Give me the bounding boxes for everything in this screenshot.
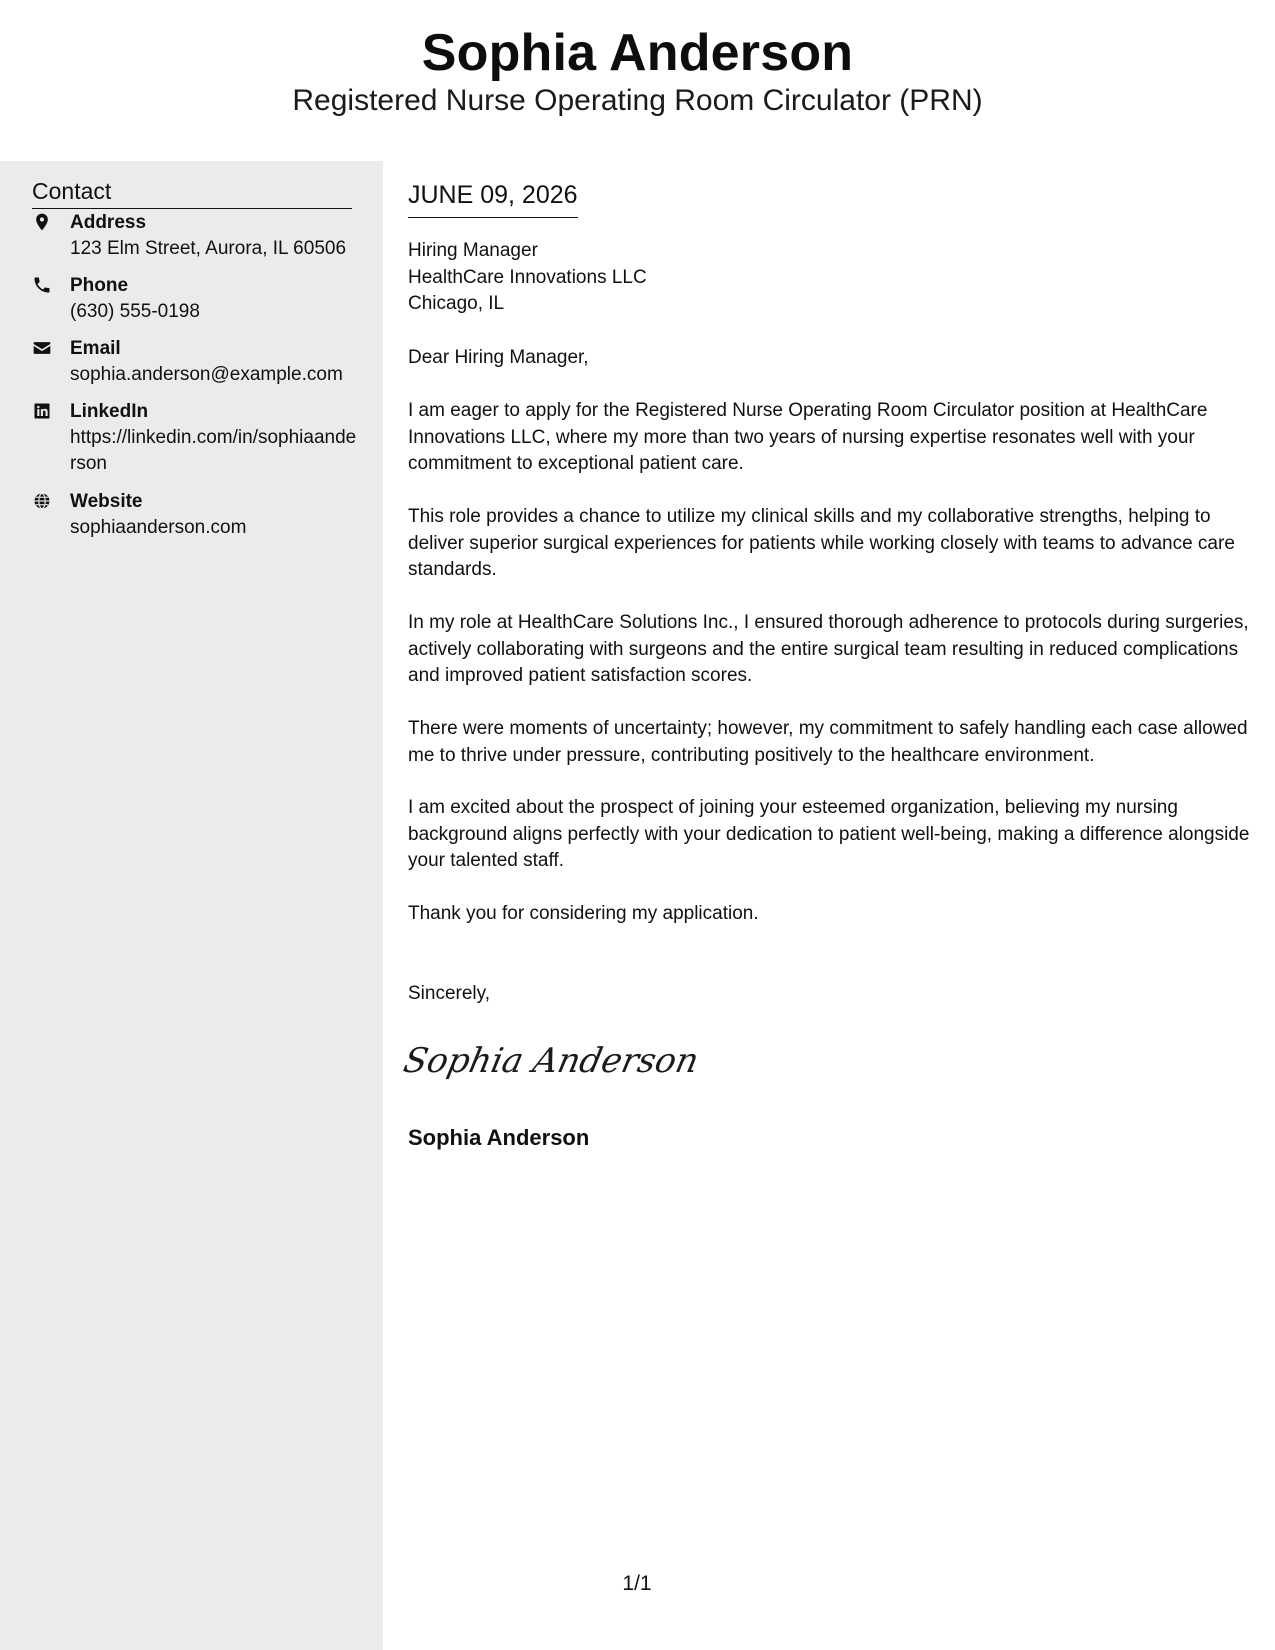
recipient-block xyxy=(408,238,647,318)
contact-label: Phone xyxy=(70,275,129,296)
contact-label: Address xyxy=(70,212,147,233)
job-title: Registered Nurse Operating Room Circulator (PRN) xyxy=(292,84,983,117)
body-paragraph: Thank you for considering my application. xyxy=(408,903,759,924)
body-paragraph: I am eager to apply for the Registered Nurse Operating Room Circulator position at HealthCare Innovations LLC, where my more than two years of nursing expertise resonates well with your commitment to exceptional patient care. xyxy=(408,400,1208,474)
applicant-name: Sophia Anderson xyxy=(421,24,854,82)
recipient-line: Hiring Manager xyxy=(408,240,538,261)
linkedin-icon xyxy=(32,401,56,425)
signature-text: Sophia Anderson xyxy=(400,1041,703,1081)
contact-value-email: sophia.anderson@example.com xyxy=(70,364,343,385)
contact-value-linkedin: https://linkedin.com/in/sophiaanderson xyxy=(70,427,357,474)
letter-date: JUNE 09, 2026 xyxy=(408,178,578,218)
handwritten-signature xyxy=(400,1034,703,1084)
globe-icon xyxy=(32,491,56,515)
contact-label: LinkedIn xyxy=(70,401,149,422)
contact-heading: Contact xyxy=(32,176,352,209)
map-pin-icon xyxy=(32,212,56,236)
closing: Sincerely, xyxy=(408,983,491,1004)
salutation: Dear Hiring Manager, xyxy=(408,347,589,368)
contact-value-website: sophiaanderson.com xyxy=(70,517,247,538)
envelope-icon xyxy=(32,338,56,362)
contact-value-phone: (630) 555-0198 xyxy=(70,301,200,322)
contact-value-address: 123 Elm Street, Aurora, IL 60506 xyxy=(70,238,347,259)
body-paragraph: I am excited about the prospect of joining your esteemed organization, believing my nursing background aligns perfectly with your dedication to patient well-being, making a difference alongside your talented staff. xyxy=(408,797,1250,871)
recipient-line: Chicago, IL xyxy=(408,293,505,314)
page-number: 1/1 xyxy=(622,1572,652,1595)
contact-label: Email xyxy=(70,338,121,359)
letter-header xyxy=(0,0,1275,160)
recipient-line: HealthCare Innovations LLC xyxy=(408,266,647,288)
body-paragraph: There were moments of uncertainty; however, my commitment to safely handling each case allowed me to thrive under pressure, contributing positively to the healthcare environment. xyxy=(408,718,1248,766)
phone-icon xyxy=(32,275,56,299)
contact-label: Website xyxy=(70,491,143,512)
signer-name: Sophia Anderson xyxy=(408,1125,590,1150)
body-paragraph: This role provides a chance to utilize my clinical skills and my collaborative strengths, helping to deliver superior surgical experiences for patients while working closely with teams to advance care standards. xyxy=(408,506,1235,580)
body-paragraph: In my role at HealthCare Solutions Inc., I ensured thorough adherence to protocols during surgeries, actively collaborating with surgeons and the entire surgical team resulting in reduced complications and improved patient satisfaction scores. xyxy=(408,612,1249,686)
